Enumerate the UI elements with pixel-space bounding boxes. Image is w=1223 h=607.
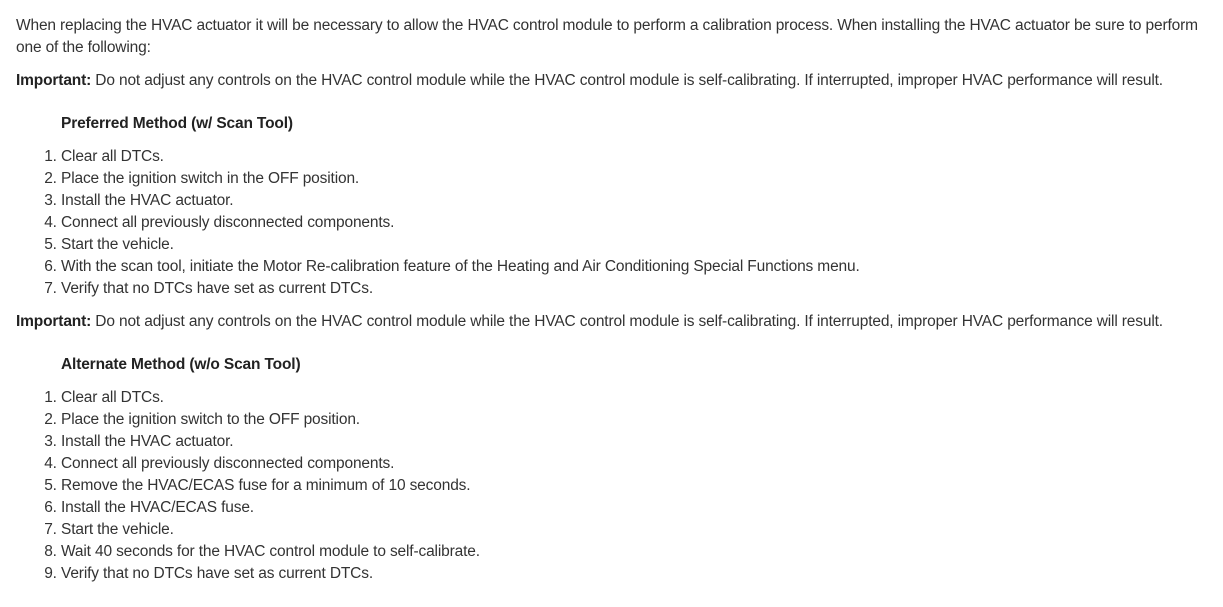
list-item: 5. Start the vehicle. <box>61 234 1219 256</box>
list-item: 6. With the scan tool, initiate the Motor Re-calibration feature of the Heating and Air Conditioning Special Functions menu. <box>61 256 1219 278</box>
list-item: 6. Install the HVAC/ECAS fuse. <box>61 497 1219 519</box>
list-item: 7. Verify that no DTCs have set as current DTCs. <box>61 278 1219 300</box>
important-note-1 <box>16 70 1219 92</box>
list-item: 9. Verify that no DTCs have set as current DTCs. <box>61 563 1219 585</box>
list-item: 3. Install the HVAC actuator. <box>61 190 1219 212</box>
important-text: Do not adjust any controls on the HVAC control module while the HVAC control module is self-calibrating. If interrupted, improper HVAC performance will result. <box>91 72 1163 89</box>
list-item: 3. Install the HVAC actuator. <box>61 431 1219 453</box>
list-item: 4. Connect all previously disconnected components. <box>61 212 1219 234</box>
list-item: 7. Start the vehicle. <box>61 519 1219 541</box>
intro-paragraph: When replacing the HVAC actuator it will be necessary to allow the HVAC control module to perform a calibration process. When installing the HVAC actuator be sure to perform one of the following: <box>16 17 1198 56</box>
important-label: Important: <box>16 72 92 89</box>
important-label: Important: <box>16 313 92 330</box>
alternate-steps-list <box>16 387 1219 585</box>
important-text: Do not adjust any controls on the HVAC control module while the HVAC control module is self-calibrating. If interrupted, improper HVAC performance will result. <box>91 313 1163 330</box>
list-item: 8. Wait 40 seconds for the HVAC control module to self-calibrate. <box>61 541 1219 563</box>
list-item: 1. Clear all DTCs. <box>61 146 1219 168</box>
preferred-steps-list <box>16 146 1219 300</box>
list-item: 5. Remove the HVAC/ECAS fuse for a minimum of 10 seconds. <box>61 475 1219 497</box>
list-item: 2. Place the ignition switch to the OFF position. <box>61 409 1219 431</box>
preferred-method-heading: Preferred Method (w/ Scan Tool) <box>61 115 293 132</box>
list-item: 2. Place the ignition switch in the OFF position. <box>61 168 1219 190</box>
list-item: 1. Clear all DTCs. <box>61 387 1219 409</box>
alternate-method-heading: Alternate Method (w/o Scan Tool) <box>61 356 301 373</box>
important-note-2 <box>16 311 1219 333</box>
list-item: 4. Connect all previously disconnected components. <box>61 453 1219 475</box>
